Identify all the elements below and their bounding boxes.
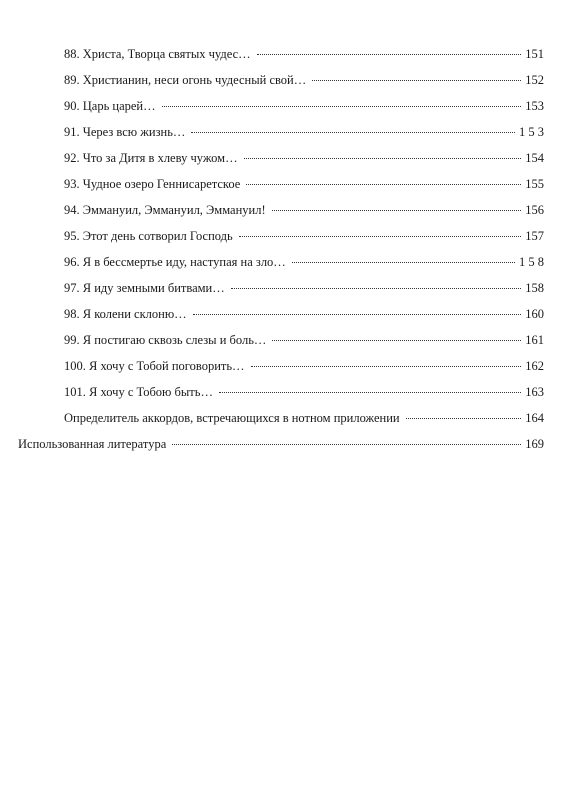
toc-page-number: 155 — [525, 177, 544, 191]
toc-entry-title: 88. Христа, Творца святых чудес… — [64, 47, 251, 61]
dot-leader — [244, 158, 522, 159]
toc-page-number: 162 — [525, 359, 544, 373]
toc-entry — [64, 44, 544, 64]
dot-leader — [312, 80, 521, 81]
toc-entry-title: 98. Я колени склоню… — [64, 307, 187, 321]
toc-page-number: 163 — [525, 385, 544, 399]
toc-entry-title: 100. Я хочу с Тобой поговорить… — [64, 359, 245, 373]
dot-leader — [239, 236, 522, 237]
toc-page-number: 158 — [525, 281, 544, 295]
toc-page-number: 160 — [525, 307, 544, 321]
toc-entry — [64, 174, 544, 194]
dot-leader — [406, 418, 522, 419]
toc-entry-title: 99. Я постигаю сквозь слезы и боль… — [64, 333, 267, 347]
toc-entry — [64, 252, 544, 272]
dot-leader — [251, 366, 522, 367]
toc-entry — [64, 330, 544, 350]
toc-entry-title: 91. Через всю жизнь… — [64, 125, 186, 139]
toc-page-number: 152 — [525, 73, 544, 87]
dot-leader — [272, 210, 522, 211]
toc-entry-chords — [64, 408, 544, 428]
toc-page-number: 151 — [525, 47, 544, 61]
dot-leader — [191, 132, 515, 133]
toc-entry — [64, 226, 544, 246]
toc-entry-title: Определитель аккордов, встречающихся в нотном приложении — [64, 411, 400, 425]
dot-leader — [246, 184, 521, 185]
toc-page-number: 161 — [525, 333, 544, 347]
dot-leader — [292, 262, 515, 263]
toc-entry — [64, 304, 544, 324]
dot-leader — [162, 106, 522, 107]
toc-entry-title: 94. Эммануил, Эммануил, Эммануил! — [64, 203, 266, 217]
toc-page-number: 157 — [525, 229, 544, 243]
dot-leader — [231, 288, 522, 289]
toc-entry-title: 90. Царь царей… — [64, 99, 156, 113]
toc-entry — [64, 278, 544, 298]
toc-entry — [64, 356, 544, 376]
toc-entry — [64, 148, 544, 168]
toc-entry — [64, 96, 544, 116]
toc-page-number: 1 5 3 — [519, 125, 544, 139]
dot-leader — [193, 314, 522, 315]
toc-entry — [64, 382, 544, 402]
toc-page-number: 154 — [525, 151, 544, 165]
dot-leader — [257, 54, 522, 55]
toc-entry — [64, 70, 544, 90]
toc-entry-title: 97. Я иду земными битвами… — [64, 281, 225, 295]
dot-leader — [219, 392, 521, 393]
dot-leader — [172, 444, 521, 445]
toc-entry-title: 92. Что за Дитя в хлеву чужом… — [64, 151, 238, 165]
toc-entry-title: Использованная литература — [18, 437, 167, 451]
toc-page-number: 1 5 8 — [519, 255, 544, 269]
toc-page-number: 156 — [525, 203, 544, 217]
toc-page-number: 153 — [525, 99, 544, 113]
toc-entry-title: 93. Чудное озеро Геннисаретское — [64, 177, 241, 191]
toc-entry-title: 89. Христианин, неси огонь чудесный свой… — [64, 73, 307, 87]
toc-entry-title: 96. Я в бессмертье иду, наступая на зло… — [64, 255, 286, 269]
toc-entry — [64, 200, 544, 220]
toc-entry — [64, 122, 544, 142]
toc-page-number: 164 — [525, 411, 544, 425]
dot-leader — [272, 340, 521, 341]
toc-entry-title: 95. Этот день сотворил Господь — [64, 229, 233, 243]
toc-entry-literature — [18, 434, 544, 454]
toc-page-number: 169 — [525, 437, 544, 451]
toc-entry-title: 101. Я хочу с Тобою быть… — [64, 385, 213, 399]
